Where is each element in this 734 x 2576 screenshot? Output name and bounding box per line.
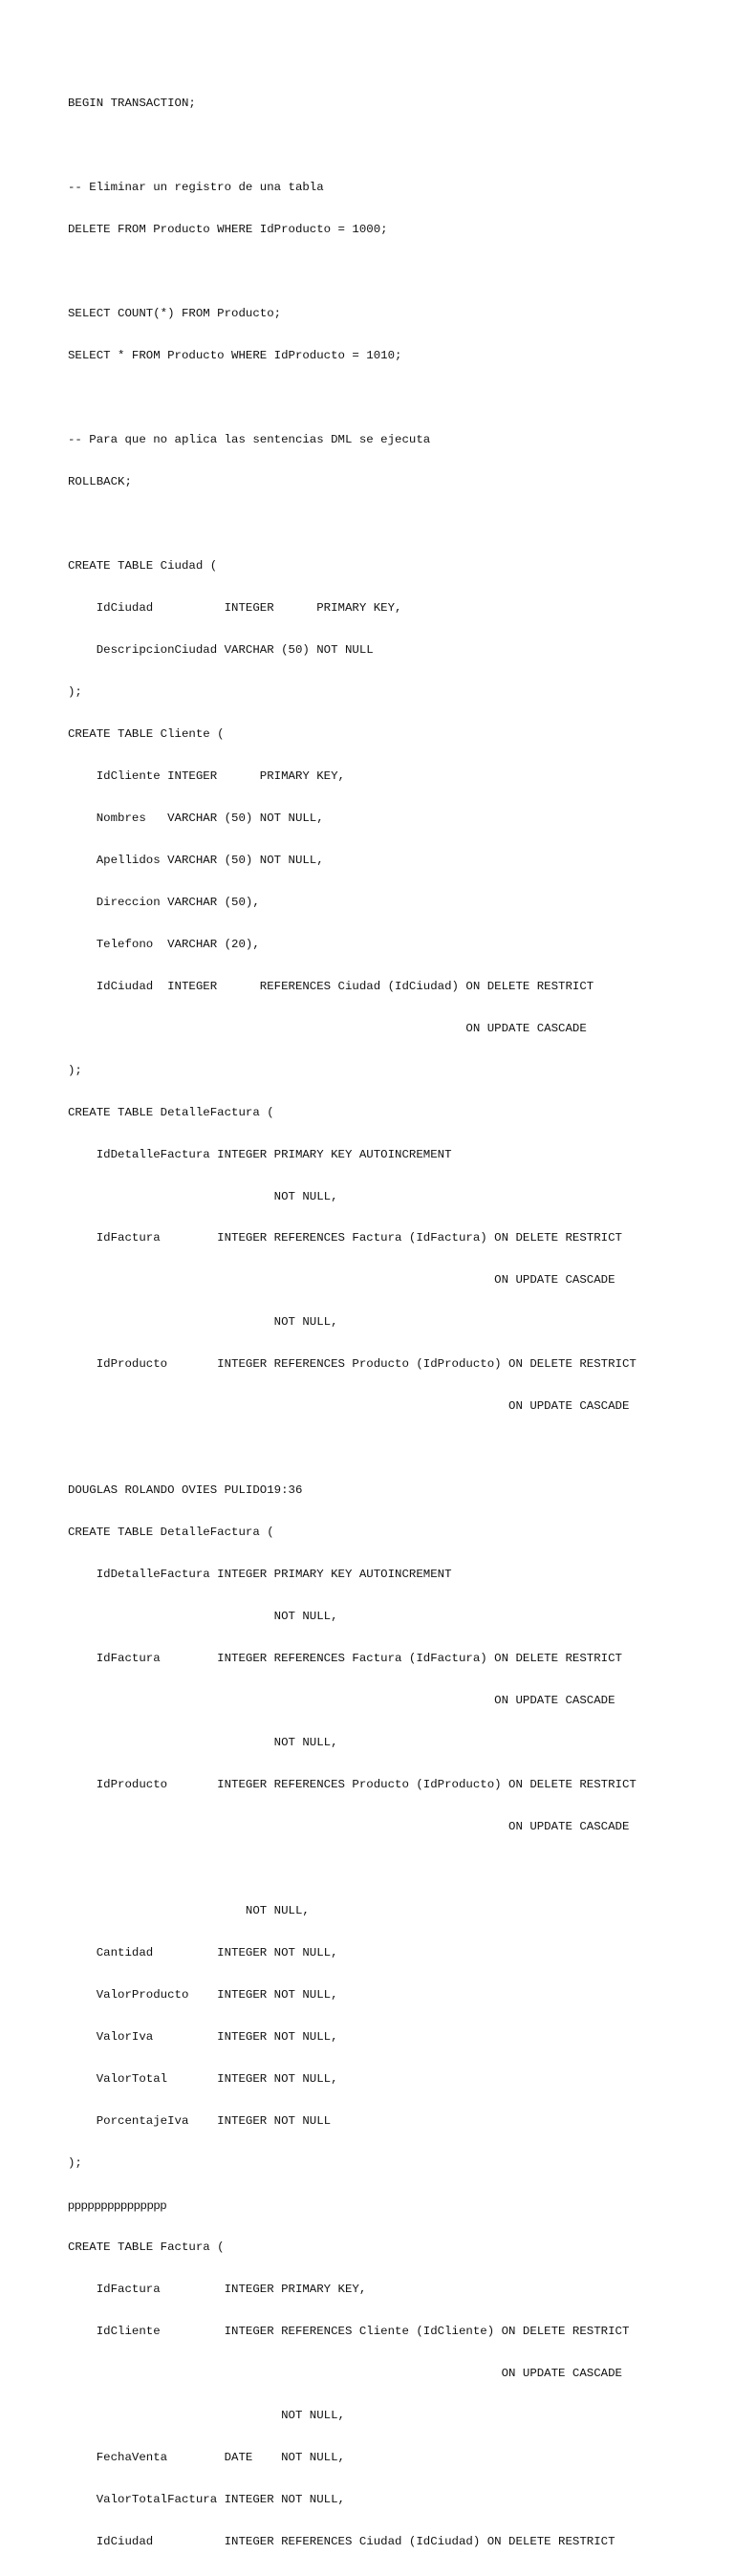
code-line: -- Eliminar un registro de una tabla	[68, 181, 324, 195]
code-line: );	[68, 684, 82, 699]
code-line: ON UPDATE CASCADE	[68, 1694, 615, 1708]
code-line: -- Para que no aplica las sentencias DML se ejecuta	[68, 433, 431, 447]
code-line: ValorIva INTEGER NOT NULL,	[68, 2029, 338, 2044]
code-line	[68, 1441, 637, 1456]
code-line: NOT NULL,	[68, 1610, 338, 1624]
code-line: ValorTotalFactura INTEGER NOT NULL,	[68, 2492, 345, 2506]
code-line: ON UPDATE CASCADE	[68, 1399, 630, 1414]
code-line: ON UPDATE CASCADE	[68, 1820, 630, 1834]
code-line: CREATE TABLE Factura (	[68, 2240, 225, 2254]
code-line: SELECT COUNT(*) FROM Producto;	[68, 307, 282, 321]
code-line: IdCiudad INTEGER REFERENCES Ciudad (IdCiudad) ON DELETE RESTRICT	[68, 2534, 615, 2548]
author-timestamp: DOUGLAS ROLANDO OVIES PULIDO19:36	[68, 1483, 303, 1498]
code-line: CREATE TABLE DetalleFactura (	[68, 1526, 274, 1540]
code-line	[68, 139, 637, 153]
code-line: Cantidad INTEGER NOT NULL,	[68, 1945, 338, 1959]
code-line: ValorProducto INTEGER NOT NULL,	[68, 1987, 338, 2002]
code-line: DescripcionCiudad VARCHAR (50) NOT NULL	[68, 642, 374, 657]
code-line: ON UPDATE CASCADE	[68, 1273, 615, 1288]
code-line: CREATE TABLE Cliente (	[68, 726, 225, 741]
stray-text-line: ppppppppppppppp	[68, 2197, 167, 2212]
code-line: );	[68, 2155, 82, 2170]
code-line: NOT NULL,	[68, 1189, 338, 1203]
code-line: IdFactura INTEGER REFERENCES Factura (IdFactura) ON DELETE RESTRICT	[68, 1652, 622, 1666]
code-line: Nombres VARCHAR (50) NOT NULL,	[68, 811, 324, 825]
code-line: IdFactura INTEGER PRIMARY KEY,	[68, 2282, 367, 2296]
code-line: NOT NULL,	[68, 1315, 338, 1330]
code-line: DELETE FROM Producto WHERE IdProducto = 1000;	[68, 223, 388, 237]
code-line: ROLLBACK;	[68, 475, 132, 489]
code-line	[68, 265, 637, 279]
code-line: FechaVenta DATE NOT NULL,	[68, 2450, 345, 2464]
code-line: PorcentajeIva INTEGER NOT NULL	[68, 2113, 332, 2128]
code-line: NOT NULL,	[68, 1736, 338, 1750]
code-line: IdCiudad INTEGER PRIMARY KEY,	[68, 600, 402, 615]
code-line: IdCiudad INTEGER REFERENCES Ciudad (IdCiudad) ON DELETE RESTRICT	[68, 979, 594, 993]
code-line: Direccion VARCHAR (50),	[68, 895, 260, 909]
code-line: Telefono VARCHAR (20),	[68, 937, 260, 951]
code-line: IdFactura INTEGER REFERENCES Factura (IdFactura) ON DELETE RESTRICT	[68, 1231, 622, 1245]
code-line: CREATE TABLE DetalleFactura (	[68, 1105, 274, 1119]
code-line: IdProducto INTEGER REFERENCES Producto (IdProducto) ON DELETE RESTRICT	[68, 1357, 637, 1372]
code-line	[68, 517, 637, 531]
code-line: IdProducto INTEGER REFERENCES Producto (IdProducto) ON DELETE RESTRICT	[68, 1778, 637, 1792]
sql-code-block	[68, 69, 637, 2576]
code-line: NOT NULL,	[68, 2408, 345, 2422]
code-line: IdCliente INTEGER PRIMARY KEY,	[68, 768, 345, 783]
code-line: );	[68, 1063, 82, 1077]
code-line: IdDetalleFactura INTEGER PRIMARY KEY AUTOINCREMENT	[68, 1147, 452, 1161]
code-line	[68, 1862, 637, 1876]
code-line: Apellidos VARCHAR (50) NOT NULL,	[68, 853, 324, 867]
code-line: NOT NULL,	[68, 1903, 310, 1917]
code-line: IdCliente INTEGER REFERENCES Cliente (IdCliente) ON DELETE RESTRICT	[68, 2324, 630, 2338]
code-line: IdDetalleFactura INTEGER PRIMARY KEY AUTOINCREMENT	[68, 1568, 452, 1582]
code-line: CREATE TABLE Ciudad (	[68, 558, 218, 573]
code-line: BEGIN TRANSACTION;	[68, 97, 196, 111]
code-line: ON UPDATE CASCADE	[68, 2366, 622, 2380]
code-line: SELECT * FROM Producto WHERE IdProducto = 1010;	[68, 349, 402, 363]
code-line	[68, 391, 637, 405]
code-line: ON UPDATE CASCADE	[68, 1021, 587, 1035]
code-line: ValorTotal INTEGER NOT NULL,	[68, 2071, 338, 2086]
